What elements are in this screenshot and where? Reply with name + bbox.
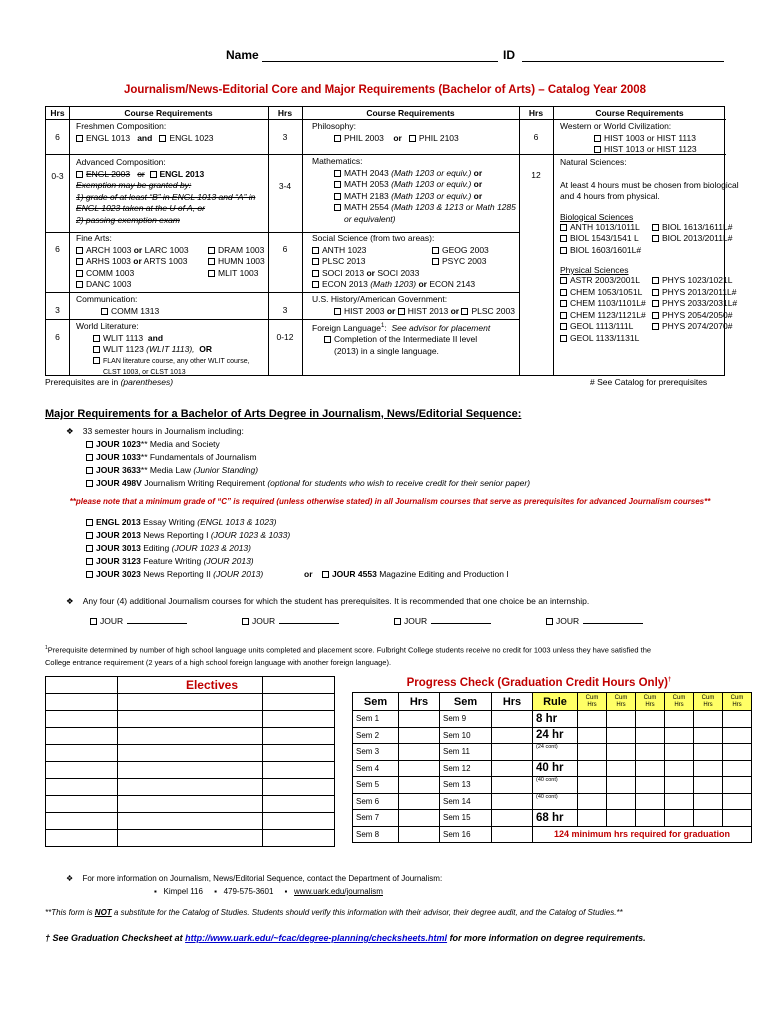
electives-row <box>46 711 335 728</box>
us-history: U.S. History/American Government: HIST 2003 or HIST 2013 or PLSC 2003 <box>312 294 515 316</box>
elective-cell[interactable] <box>117 745 263 762</box>
cum-hrs-cell[interactable] <box>578 744 607 761</box>
jour-blank[interactable]: JOUR <box>546 616 643 626</box>
cum-hrs-head: Cum Hrs <box>694 693 723 711</box>
science-course-row: CHEM 1053/1051L PHYS 2013/2011L# <box>560 287 725 299</box>
semester-label: Sem 4 <box>353 760 399 777</box>
elective-cell[interactable] <box>46 779 118 796</box>
semester-label: Sem 12 <box>440 760 492 777</box>
grade-warning: **please note that a minimum grade of “C” is required (unless otherwise stated) in all Journalism courses that serve as prerequisites for advanced Journalism courses** <box>69 497 711 506</box>
alternate-course: or JOUR 4553 Magazine Editing and Production I <box>304 569 509 579</box>
jour-blank[interactable]: JOUR <box>242 616 339 626</box>
elective-cell[interactable] <box>263 728 335 745</box>
elective-cell[interactable] <box>263 779 335 796</box>
hrs-value: 3-4 <box>278 181 292 191</box>
science-course-row: ASTR 2003/2001L PHYS 1023/1021L <box>560 275 725 287</box>
elective-cell[interactable] <box>263 796 335 813</box>
checkbox[interactable] <box>560 312 567 319</box>
elective-cell[interactable] <box>263 830 335 847</box>
elective-cell[interactable] <box>46 762 118 779</box>
electives-row <box>46 813 335 830</box>
cum-hrs-cell[interactable] <box>694 777 723 794</box>
science-course-row: GEOL 1133/1131L <box>560 333 725 345</box>
cum-hrs-cell[interactable] <box>636 744 665 761</box>
cum-hrs-cell[interactable] <box>723 711 752 728</box>
electives-row <box>46 830 335 847</box>
cum-hrs-head: Cum Hrs <box>578 693 607 711</box>
hrs-cell[interactable] <box>492 760 533 777</box>
hrs-cell[interactable] <box>492 826 533 843</box>
cum-hrs-cell[interactable] <box>665 760 694 777</box>
graduation-minimum: 124 minimum hrs required for graduation <box>533 826 752 843</box>
progress-head-hrs: Hrs <box>492 693 533 711</box>
elective-cell[interactable] <box>117 728 263 745</box>
hrs-value: 3 <box>282 132 288 142</box>
footnote: $^1$Prerequisite determined by number of high school language units completed and placement score. Fulbright College students receive no credit for 1003 unless they have satisfied the College entrance requirement (2 years of a high school foreign language with another foreign language). <box>45 645 652 667</box>
major-course: JOUR 3023 News Reporting II (JOUR 2013) <box>86 568 290 581</box>
cum-hrs-cell[interactable] <box>607 810 636 827</box>
hrs-value: 3 <box>55 305 60 315</box>
page-title: Journalism/News-Editorial Core and Major Requirements (Bachelor of Arts) – Catalog Year 2008 <box>123 84 647 96</box>
req-header: Course Requirements <box>124 108 213 118</box>
cum-hrs-cell[interactable] <box>578 760 607 777</box>
checkbox[interactable] <box>560 277 567 284</box>
progress-row <box>353 727 752 744</box>
disclaimer: **This form is NOT a substitute for the Catalog of Studies. Students should verify this information with their advisor, their degree audit, and the Catalog of Studies.** <box>45 908 623 917</box>
semester-label: Sem 13 <box>440 777 492 794</box>
major-heading: Major Requirements for a Bachelor of Arts Degree in Journalism, News/Editorial Sequence: <box>45 408 522 420</box>
cum-hrs-cell[interactable] <box>578 810 607 827</box>
checkbox[interactable] <box>560 224 567 231</box>
science-course-row: BIOL 1543/1541 L BIOL 2013/2011L# <box>560 233 725 245</box>
progress-head-sem: Sem <box>353 693 399 711</box>
electives-row <box>46 728 335 745</box>
elective-cell[interactable] <box>117 779 263 796</box>
social-science: Social Science (from two areas): ANTH 1023 GEOG 2003 PLSC 2013 PSYC 2003 SOCI 2013 or SOCI 2033 ECON 2013 (Math 1203) or ECON 2143 <box>312 233 489 289</box>
prereq-note: Prerequisites are in (parentheses) <box>45 377 174 387</box>
req-header: Course Requirements <box>595 108 684 118</box>
western-civilization: Western or World Civilization: HIST 1003 or HIST 1113 HIST 1013 or HIST 1123 <box>560 121 697 154</box>
major-course-list: ❖ 33 semester hours in Journalism including: JOUR 1023** Media and Society JOUR 1033** Fundamentals of Journalism JOUR 3633** Media Law (Junior Standing) JOUR 498V Journalism Writing Requirement (optional for students who wish to receive credit for their senior paper) <box>66 426 531 488</box>
journalism-link[interactable]: www.uark.edu/journalism <box>294 887 383 896</box>
jour-blank[interactable]: JOUR <box>394 616 491 626</box>
checkbox[interactable] <box>242 618 249 625</box>
elective-cell[interactable] <box>46 711 118 728</box>
elective-cell[interactable] <box>117 677 263 694</box>
cum-hrs-cell[interactable] <box>694 727 723 744</box>
checkbox[interactable] <box>159 135 166 142</box>
id-field[interactable] <box>522 61 724 62</box>
semester-label: Sem 7 <box>353 810 399 827</box>
hrs-cell[interactable] <box>492 810 533 827</box>
hrs-cell[interactable] <box>399 810 440 827</box>
elective-cell[interactable] <box>117 762 263 779</box>
natural-sciences: Natural Sciences: At least 4 hours must be chosen from biological and 4 hours from physical. Biological Sciences ANTH 1013/1011L BIOL 1613/1611L# BIOL 1543/1541 L BIOL 2013/2011L# BIOL 1603/1601L# Physical Sciences ASTR 2003/2001L PHYS 1023/1021L CHEM 1053/1051L PHYS 2013/2011L# CHEM 1103/1101L# PHYS 2033/2031L# CHEM 1123/1121L# PHYS 2054/2050# GEOL 1113/111L PHYS 2074/2070# GEOL 1133/1131L <box>560 157 739 343</box>
checkbox[interactable] <box>394 618 401 625</box>
core-requirements-table <box>45 106 739 376</box>
electives-title: Electives <box>185 678 239 692</box>
cum-hrs-cell[interactable] <box>607 711 636 728</box>
checkbox[interactable] <box>560 323 567 330</box>
elective-cell[interactable] <box>46 728 118 745</box>
hrs-header: Hrs <box>50 108 65 118</box>
major-course: JOUR 3013 Editing (JOUR 1023 & 2013) <box>86 542 290 555</box>
semester-label: Sem 15 <box>440 810 492 827</box>
semester-label: Sem 10 <box>440 727 492 744</box>
science-course-row: CHEM 1123/1121L# PHYS 2054/2050# <box>560 310 725 322</box>
cum-hrs-cell[interactable] <box>578 727 607 744</box>
progress-table <box>352 692 752 843</box>
electives-table <box>45 676 335 847</box>
fine-arts: Fine Arts: ARCH 1003 or LARC 1003 DRAM 1003 ARHS 1003 or ARTS 1003 HUMN 1003 COMM 1003 MLIT 1003 DANC 1003 <box>76 233 265 289</box>
hrs-value: 3 <box>282 305 288 315</box>
semester-label: Sem 3 <box>353 744 399 761</box>
progress-row <box>353 760 752 777</box>
progress-row <box>353 744 752 761</box>
freshman-composition: Freshmen Composition: ENGL 1013 and ENGL 1023 <box>76 121 214 143</box>
hrs-value: 6 <box>282 244 288 254</box>
checkbox[interactable] <box>560 247 567 254</box>
hrs-cell[interactable] <box>492 777 533 794</box>
elective-cell[interactable] <box>263 694 335 711</box>
elective-cell[interactable] <box>263 745 335 762</box>
cum-hrs-cell[interactable] <box>723 727 752 744</box>
checkbox[interactable] <box>652 300 659 307</box>
cum-hrs-cell[interactable] <box>723 760 752 777</box>
checkbox[interactable] <box>546 618 553 625</box>
elective-cell[interactable] <box>263 711 335 728</box>
name-label: Name <box>226 48 259 62</box>
hrs-value: 6 <box>55 332 60 342</box>
cum-hrs-cell[interactable] <box>665 793 694 810</box>
communication: Communication: COMM 1313 <box>76 294 160 316</box>
cum-hrs-cell[interactable] <box>636 760 665 777</box>
hrs-cell[interactable] <box>492 793 533 810</box>
checkbox[interactable] <box>652 289 659 296</box>
cum-hrs-cell[interactable] <box>694 711 723 728</box>
elective-note: ❖ Any four (4) additional Journalism courses for which the student has prerequisites. It is recommended that one choice be an internship. <box>66 596 590 606</box>
major-course: JOUR 1033** Fundamentals of Journalism <box>86 451 530 464</box>
cum-hrs-cell[interactable] <box>607 760 636 777</box>
elective-cell[interactable] <box>263 813 335 830</box>
checkbox[interactable] <box>150 171 157 178</box>
science-course-row: CHEM 1103/1101L# PHYS 2033/2031L# <box>560 298 725 310</box>
hrs-cell[interactable] <box>399 777 440 794</box>
checkbox[interactable] <box>86 480 93 487</box>
catalog-note: # See Catalog for prerequisites <box>590 377 708 387</box>
semester-label: Sem 16 <box>440 826 492 843</box>
advanced-composition: Advanced Composition: ENGL 2003 or ENGL 2013 Exemption may be granted by: 1) grade of at least “B” in ENGL 1013 and “A” in ENGL 1023 taken at the U of A, or 2) passing exemption exam <box>76 157 256 225</box>
rule-cell: (24 cont) <box>533 744 578 761</box>
cum-hrs-cell[interactable] <box>636 711 665 728</box>
checkbox[interactable] <box>652 277 659 284</box>
science-course-row: ANTH 1013/1011L BIOL 1613/1611L# <box>560 222 725 234</box>
name-field[interactable] <box>262 61 498 62</box>
semester-label: Sem 6 <box>353 793 399 810</box>
hrs-cell[interactable] <box>399 711 440 728</box>
req-header: Course Requirements <box>366 108 455 118</box>
elective-cell[interactable] <box>117 694 263 711</box>
checkbox[interactable] <box>86 454 93 461</box>
hrs-header: Hrs <box>277 108 293 118</box>
progress-head-rule: Rule <box>533 693 578 711</box>
rule-cell: 8 hr <box>533 711 578 728</box>
cum-hrs-head: Cum Hrs <box>723 693 752 711</box>
progress-title: Progress Check (Graduation Credit Hours Only)† <box>406 677 672 689</box>
cum-hrs-cell[interactable] <box>694 760 723 777</box>
checkbox[interactable] <box>76 135 83 142</box>
elective-cell[interactable] <box>117 711 263 728</box>
science-course-row: BIOL 1603/1601L# <box>560 245 725 257</box>
major-course: ENGL 2013 Essay Writing (ENGL 1013 & 1023) <box>86 516 290 529</box>
jour-blank[interactable]: JOUR <box>90 616 187 626</box>
checkbox[interactable] <box>86 467 93 474</box>
id-label: ID <box>503 48 515 62</box>
checksheet-note: † See Graduation Checksheet at http://www.uark.edu/~fcac/degree-planning/checksheets.html for more information on degree requirements. <box>45 933 646 943</box>
cum-hrs-cell[interactable] <box>694 744 723 761</box>
cum-hrs-cell[interactable] <box>636 777 665 794</box>
checkbox[interactable] <box>86 558 93 565</box>
hrs-value: 6 <box>533 132 539 142</box>
cum-hrs-cell[interactable] <box>636 793 665 810</box>
cum-hrs-cell[interactable] <box>636 727 665 744</box>
cum-hrs-cell[interactable] <box>636 810 665 827</box>
philosophy: Philosophy: PHIL 2003 or PHIL 2103 <box>312 121 459 143</box>
cum-hrs-cell[interactable] <box>665 744 694 761</box>
progress-row <box>353 793 752 810</box>
semester-label: Sem 2 <box>353 727 399 744</box>
electives-row <box>46 745 335 762</box>
major-course: JOUR 3123 Feature Writing (JOUR 2013) <box>86 555 290 568</box>
progress-row <box>353 826 752 843</box>
elective-cell[interactable] <box>117 813 263 830</box>
elective-cell[interactable] <box>117 796 263 813</box>
electives-row <box>46 779 335 796</box>
progress-row <box>353 777 752 794</box>
hrs-value: 6 <box>55 132 60 142</box>
semester-label: Sem 1 <box>353 711 399 728</box>
progress-head-sem: Sem <box>440 693 492 711</box>
electives-row <box>46 762 335 779</box>
electives-row <box>46 796 335 813</box>
cum-hrs-cell[interactable] <box>723 744 752 761</box>
cum-hrs-cell[interactable] <box>694 793 723 810</box>
rule-cell: (40 cont) <box>533 793 578 810</box>
world-literature: World Literature: WLIT 1113 and WLIT 1123 (WLIT 1113), OR FLAN literature course, any other WLIT course, CLST 1003, or CLST 1013 <box>76 321 250 376</box>
cum-hrs-cell[interactable] <box>578 711 607 728</box>
semester-label: Sem 11 <box>440 744 492 761</box>
checkbox[interactable] <box>560 289 567 296</box>
cum-hrs-cell[interactable] <box>723 810 752 827</box>
checkbox[interactable] <box>86 532 93 539</box>
progress-header <box>353 693 752 711</box>
checkbox[interactable] <box>76 171 83 178</box>
hrs-cell[interactable] <box>492 727 533 744</box>
checkbox[interactable] <box>86 545 93 552</box>
elective-cell[interactable] <box>46 745 118 762</box>
cum-hrs-cell[interactable] <box>665 810 694 827</box>
contact-info: ❖ For more information on Journalism, News/Editorial Sequence, contact the Department of Journalism: ▪ Kimpel 116 ▪ 479-575-3601 ▪ www.uark.edu/journalism <box>66 874 443 896</box>
hrs-cell[interactable] <box>399 793 440 810</box>
major-course-list-2 <box>86 516 290 581</box>
foreign-language: Foreign Language$^1$: See advisor for placement Completion of the Intermediate II level (2013) in a single language. <box>312 322 491 356</box>
major-course: JOUR 1023** Media and Society <box>86 438 530 451</box>
semester-label: Sem 8 <box>353 826 399 843</box>
checkbox[interactable] <box>560 335 567 342</box>
cum-hrs-cell[interactable] <box>723 793 752 810</box>
science-course-row: GEOL 1113/111L PHYS 2074/2070# <box>560 321 725 333</box>
progress-row <box>353 810 752 827</box>
electives-row <box>46 694 335 711</box>
rule-cell: 24 hr <box>533 727 578 744</box>
hrs-cell[interactable] <box>492 711 533 728</box>
rule-cell: 40 hr <box>533 760 578 777</box>
cum-hrs-head: Cum Hrs <box>665 693 694 711</box>
hrs-header: Hrs <box>528 108 544 118</box>
elective-cell[interactable] <box>117 830 263 847</box>
cum-hrs-cell[interactable] <box>694 810 723 827</box>
elective-cell[interactable] <box>46 677 118 694</box>
hrs-cell[interactable] <box>399 760 440 777</box>
checkbox[interactable] <box>652 323 659 330</box>
cum-hrs-cell[interactable] <box>607 777 636 794</box>
hrs-value: 0-3 <box>51 171 64 181</box>
checkbox[interactable] <box>560 235 567 242</box>
elective-cell[interactable] <box>46 830 118 847</box>
progress-row <box>353 711 752 728</box>
checkbox[interactable] <box>652 235 659 242</box>
cum-hrs-cell[interactable] <box>665 727 694 744</box>
elective-cell[interactable] <box>263 762 335 779</box>
cum-hrs-cell[interactable] <box>723 777 752 794</box>
elective-cell[interactable] <box>46 813 118 830</box>
checkbox[interactable] <box>86 519 93 526</box>
mathematics: Mathematics: MATH 2043 (Math 1203 or equiv.) or MATH 2053 (Math 1203 or equiv.) or MATH 2183 (Math 1203 or equiv.) or MATH 2554 (Math 1203 & 1213 or Math 1285 or equivalent) <box>312 156 516 224</box>
checkbox[interactable] <box>652 312 659 319</box>
elective-cell[interactable] <box>46 694 118 711</box>
checkbox[interactable] <box>90 618 97 625</box>
cum-hrs-cell[interactable] <box>607 727 636 744</box>
cum-hrs-cell[interactable] <box>607 793 636 810</box>
checksheet-link[interactable]: http://www.uark.edu/~fcac/degree-planning/checksheets.html <box>185 933 448 943</box>
semester-label: Sem 9 <box>440 711 492 728</box>
checkbox[interactable] <box>560 300 567 307</box>
elective-cell[interactable] <box>46 796 118 813</box>
hrs-cell[interactable] <box>399 826 440 843</box>
checkbox[interactable] <box>652 224 659 231</box>
hrs-value: 12 <box>531 170 541 180</box>
checkbox[interactable] <box>86 571 93 578</box>
cum-hrs-cell[interactable] <box>578 793 607 810</box>
cum-hrs-head: Cum Hrs <box>636 693 665 711</box>
hrs-value: 6 <box>55 244 60 254</box>
hrs-value: 0-12 <box>276 332 294 342</box>
rule-cell: (40 cont) <box>533 777 578 794</box>
cum-hrs-cell[interactable] <box>578 777 607 794</box>
major-course: JOUR 3633** Media Law (Junior Standing) <box>86 464 530 477</box>
electives-row <box>46 677 335 694</box>
hrs-cell[interactable] <box>399 744 440 761</box>
elective-cell[interactable] <box>263 677 335 694</box>
progress-head-hrs: Hrs <box>399 693 440 711</box>
hrs-cell[interactable] <box>492 744 533 761</box>
hrs-cell[interactable] <box>399 727 440 744</box>
semester-label: Sem 14 <box>440 793 492 810</box>
cum-hrs-cell[interactable] <box>607 744 636 761</box>
checkbox[interactable] <box>86 441 93 448</box>
semester-label: Sem 5 <box>353 777 399 794</box>
cum-hrs-cell[interactable] <box>665 711 694 728</box>
cum-hrs-cell[interactable] <box>665 777 694 794</box>
rule-cell: 68 hr <box>533 810 578 827</box>
major-course: JOUR 2013 News Reporting I (JOUR 1023 & 1033) <box>86 529 290 542</box>
major-course: JOUR 498V Journalism Writing Requirement (optional for students who wish to receive credit for their senior paper) <box>86 477 530 490</box>
cum-hrs-head: Cum Hrs <box>607 693 636 711</box>
